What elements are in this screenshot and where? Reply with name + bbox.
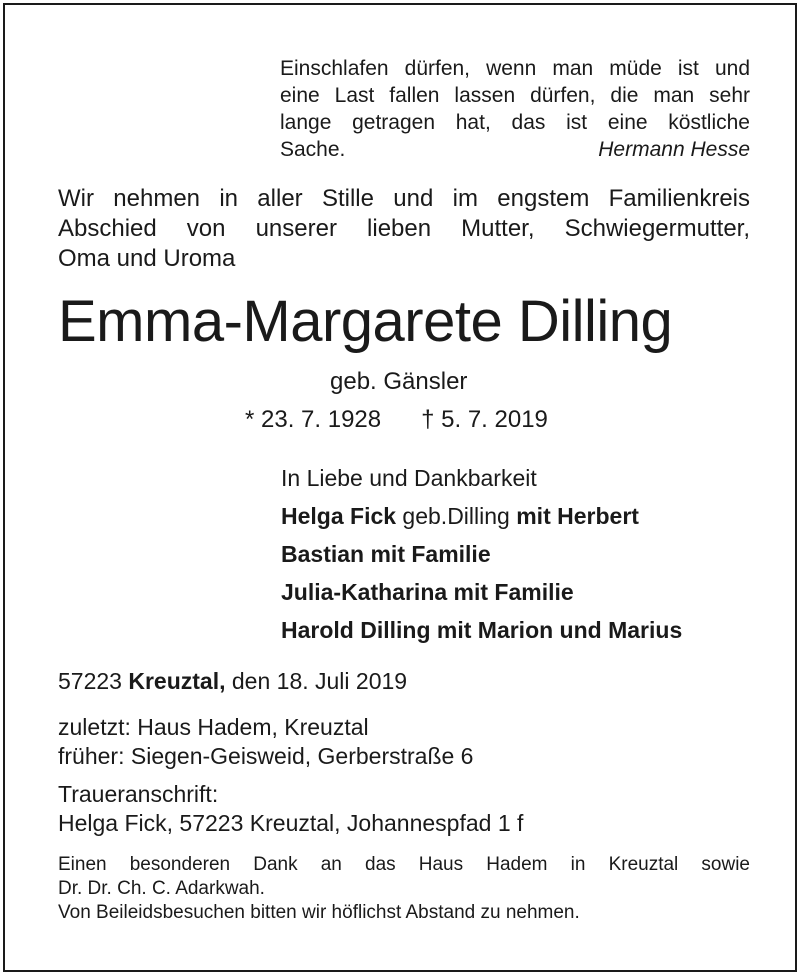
- date: den 18. Juli 2019: [225, 668, 408, 694]
- quote-author: Hermann Hesse: [598, 138, 750, 161]
- family-entry: [281, 497, 682, 535]
- family-entry: [281, 535, 682, 573]
- mourning-address: [58, 780, 523, 838]
- last-residence: zuletzt: Haus Hadem, Kreuztal: [58, 714, 369, 740]
- intro-line: Oma und Uroma: [58, 245, 236, 272]
- maiden-name: geb. Gänsler: [330, 368, 468, 395]
- thanks-line: Von Beileidsbesuchen bitten wir höflichst Abstand zu nehmen.: [58, 902, 580, 923]
- family-entry-name: Bastian mit Familie: [281, 541, 491, 567]
- previous-residence: früher: Siegen-Geisweid, Gerberstraße 6: [58, 743, 474, 769]
- thanks-note: [58, 853, 750, 925]
- family-list: [281, 459, 682, 649]
- death-date: † 5. 7. 2019: [421, 406, 548, 433]
- obituary-notice: [3, 3, 797, 972]
- hesse-quote: [280, 55, 750, 163]
- quote-last-line: [280, 136, 750, 163]
- quote-line: lange getragen hat, das ist eine köstliche: [280, 111, 750, 134]
- life-dates: [245, 405, 548, 435]
- quote-line: Einschlafen dürfen, wenn man müde ist und: [280, 57, 750, 80]
- city: Kreuztal,: [128, 668, 226, 694]
- family-entry-name: Helga Fick: [281, 503, 397, 529]
- family-intro: In Liebe und Dankbarkeit: [281, 465, 537, 491]
- quote-line: Sache.: [280, 138, 346, 161]
- birth-date: * 23. 7. 1928: [245, 406, 382, 433]
- place-date-line: [58, 666, 407, 696]
- thanks-line: Einen besonderen Dank an das Haus Hadem in Kreuztal sowie: [58, 854, 750, 875]
- mourning-address-label: Traueranschrift:: [58, 781, 219, 807]
- residence-info: [58, 713, 473, 771]
- family-entry-name: Harold Dilling mit Marion und Marius: [281, 617, 683, 643]
- quote-line: eine Last fallen lassen dürfen, die man sehr: [280, 84, 750, 107]
- family-entry-maiden: geb.Dilling: [396, 503, 517, 529]
- intro-line: Abschied von unserer lieben Mutter, Schwiegermutter,: [58, 215, 750, 242]
- intro-line: Wir nehmen in aller Stille und im engstem Familienkreis: [58, 185, 750, 212]
- intro-text: [58, 184, 750, 274]
- family-entry-name: Julia-Katharina mit Familie: [281, 579, 574, 605]
- deceased-name: Emma-Margarete Dilling: [58, 289, 673, 354]
- postal-code: 57223: [58, 668, 129, 694]
- family-entry: [281, 611, 682, 649]
- family-entry: [281, 573, 682, 611]
- mourning-address-value: Helga Fick, 57223 Kreuztal, Johannespfad 1 f: [58, 810, 524, 836]
- family-entry-partner: mit Herbert: [516, 503, 639, 529]
- thanks-line: Dr. Dr. Ch. C. Adarkwah.: [58, 878, 265, 899]
